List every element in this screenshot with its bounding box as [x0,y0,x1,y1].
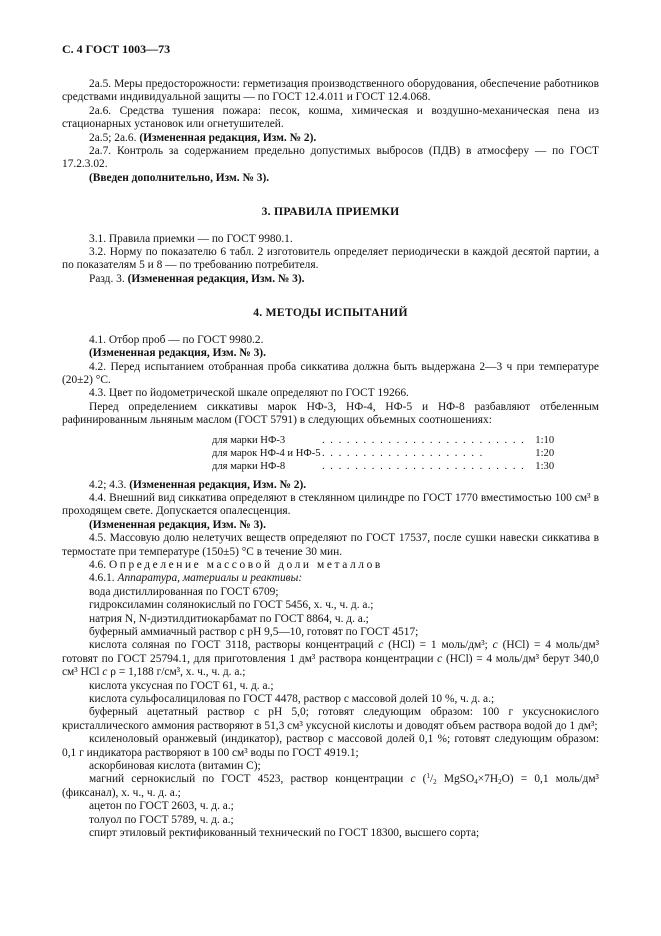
edit-note-ref: 2а.5; 2а.6. [89,131,137,144]
ratio-grade: для марки НФ-8 [212,460,286,472]
leader-dots: . . . . . . . . . . . . . . . . . . . . . . . . . [322,460,526,472]
edit-note-text: (Измененная редакция, Изм. № 2). [139,131,317,144]
reagent-text: O) = 0,1 моль/дм³ (фиксанал), х. ч., ч. д. а.; [62,773,599,799]
clause-title: Определение массовой доли металлов [108,558,383,571]
edit-note-ref: Разд. 3. [89,272,125,285]
paragraph-3-2: 3.2. Норму по показателю 6 табл. 2 изготовитель определяет периодически в каждой десятой партии, а по показателям 5 и 8 — по требованию потребителя. [62,246,599,272]
ratio-value: 1:30 [535,460,555,472]
reagent-text: (HCl) = 4 моль/дм³ берут 340,0 см³ HCl [62,652,599,679]
paragraph-3-1: 3.1. Правила приемки — по ГОСТ 9980.1. [89,232,293,245]
reagent-item: толуол по ГОСТ 5789, ч. д. а.; [89,813,234,826]
edit-note-ref: 4.2; 4.3. [89,478,127,491]
reagent-item: кислота уксусная по ГОСТ 61, ч. д. а.; [89,679,274,692]
paragraph-4-1: 4.1. Отбор проб — по ГОСТ 9980.2. [89,333,264,346]
reagent-item: буферный ацетатный раствор с рН 5,0; готовят следующим образом: 100 г уксуснокислого кристаллического аммония растворяют в 51,3 см³ уксусной кислоты и доводят объем раствора водой до 1 дм³; [62,706,599,732]
edit-note-section-3 [62,273,599,286]
edit-note-2a5-2a6 [62,132,599,145]
edit-note-4-1: (Измененная редакция, Изм. № 3). [89,347,266,360]
clause-number: 4.6.1. [89,572,115,585]
ratio-grade: для марки НФ-3 [212,434,286,446]
paragraph-4-6 [62,559,599,572]
clause-title: Аппаратура, материалы и реактивы: [117,572,303,585]
reagent-item: спирт этиловый ректификованный технический по ГОСТ 18300, высшего сорта; [89,827,480,840]
clause-number: 4.6. [89,558,107,571]
leader-dots: . . . . . . . . . . . . . . . . . . . . . . . . . [322,434,526,446]
reagent-text: (HCl) = 4 моль/дм³ готовят по ГОСТ 25794.1, для приготовления 1 дм³ раствора концентрации [62,639,599,665]
reagent-item: аскорбиновая кислота (витамин С); [89,760,261,773]
paragraph-4-3: 4.3. Цвет по йодометрической шкале определяют по ГОСТ 19266. [89,387,409,400]
reagent-item: ацетон по ГОСТ 2603, ч. д. а.; [89,800,234,813]
paragraph-4-2: 4.2. Перед испытанием отобранная проба сиккатива должна быть выдержана 2—3 ч при температуре (20±2) °С. [62,360,599,386]
reagent-item: вода дистиллированная по ГОСТ 6709; [89,585,279,598]
ratio-row [212,460,554,473]
reagent-text: магний сернокислый по ГОСТ 4523, раствор концентрации [89,773,404,786]
section-3-title: 3. ПРАВИЛА ПРИЕМКИ [261,205,400,219]
paragraph-4-3-dilution: Перед определением сиккативы марок НФ-3, НФ-4, НФ-5 и НФ-8 разбавляют отбеленным рафинированным льняным маслом (ГОСТ 5791) в следующих объемных соотношениях: [62,400,599,427]
paragraph-4-6-1 [62,572,599,585]
document-body [62,78,599,841]
ratio-row [212,447,554,460]
reagent-text: кислота соляная по ГОСТ 3118, растворы концентраций [89,639,374,652]
leader-dots: . . . . . . . . . . . . . . . . . . . . [322,447,484,459]
ratio-value: 1:10 [535,434,555,446]
reagent-text: = 1,188 г/см³, х. ч., ч. д. а.; [118,666,246,679]
page-header: С. 4 ГОСТ 1003—73 [62,42,171,56]
edit-note-4-4: (Измененная редакция, Изм. № 3). [89,518,266,531]
reagent-item: гидроксиламин солянокислый по ГОСТ 5456, х. ч., ч. д. а.; [89,599,374,612]
ratio-value: 1:20 [535,447,555,459]
dilution-ratio-table [212,434,554,473]
reagent-text: ×7H [477,773,499,786]
edit-note-4-2-4-3 [62,479,599,492]
reagent-item: кислота сульфосалициловая по ГОСТ 4478, раствор с массовой долей 10 %, ч. д. а.; [89,693,495,706]
edit-note-text: (Измененная редакция, Изм. № 2). [129,478,307,491]
reagent-item-magnesium: магний сернокислый по ГОСТ 4523, раствор концентрации c ($^1/_2$ $MgSO_4\times 7H_2O) = 0,1$ моль/дм³ (фиксанал), х. ч., ч. д. а.; [62,772,599,799]
paragraph-2a6: 2а.6. Средства тушения пожара: песок, кошма, химическая и воздушно-механическая пена из стационарных установок или огнетушителей. [62,104,599,131]
reagent-item-hcl: кислота соляная по ГОСТ 3118, растворы концентраций c (HCl) = 1 моль/дм³; c (HCl) = 4 моль/дм³ готовят по ГОСТ 25794.1, для приготовления 1 дм³ раствора концентрации c (HCl) = 4 моль/дм³ берут 340,0 см³ HCl c ρ = 1,188 г/см³, х. ч., ч. д. а.; [62,639,599,679]
edit-note-text: (Измененная редакция, Изм. № 3). [127,272,305,285]
paragraph-2a5: 2а.5. Меры предосторожности: герметизация производственного оборудования, обеспечение работников средствами индивидуальной защиты — по ГОСТ 12.4.011 и ГОСТ 12.4.068. [62,78,599,104]
ratio-grade: для марок НФ-4 и НФ-5 [212,447,321,459]
paragraph-2a7: 2а.7. Контроль за содержанием предельно допустимых выбросов (ПДВ) в атмосферу — по ГОСТ 17.2.3.02. [62,145,599,171]
ratio-row [212,434,554,447]
paragraph-4-4: 4.4. Внешний вид сиккатива определяют в стеклянном цилиндре по ГОСТ 1770 вместимостью 100 см³ в проходящем свете. Допускается опалесценция. [62,491,599,518]
reagent-item: буферный аммиачный раствор с рН 9,5—10, готовят по ГОСТ 4517; [89,626,419,638]
section-4-title: 4. МЕТОДЫ ИСПЫТАНИЙ [253,306,408,320]
paragraph-4-5: 4.5. Массовую долю нелетучих веществ определяют по ГОСТ 17537, после сушки навески сиккатива в термостате при температуре (150±5) °С в течение 30 мин. [62,532,599,558]
reagent-item: натрия N, N-диэтилдитиокарбамат по ГОСТ 8864, ч. д. а.; [89,612,369,625]
reagent-text: (HCl) = 1 моль/дм³; [388,639,488,652]
added-note: (Введен дополнительно, Изм. № 3). [89,171,270,184]
reagent-text: MgSO [443,773,475,786]
reagent-item: ксиленоловый оранжевый (индикатор), раствор с массовой долей 0,1 %; готовят следующим образом: 0,1 г индикатора растворяют в 100 см³ воды по ГОСТ 4919.1; [62,733,599,759]
